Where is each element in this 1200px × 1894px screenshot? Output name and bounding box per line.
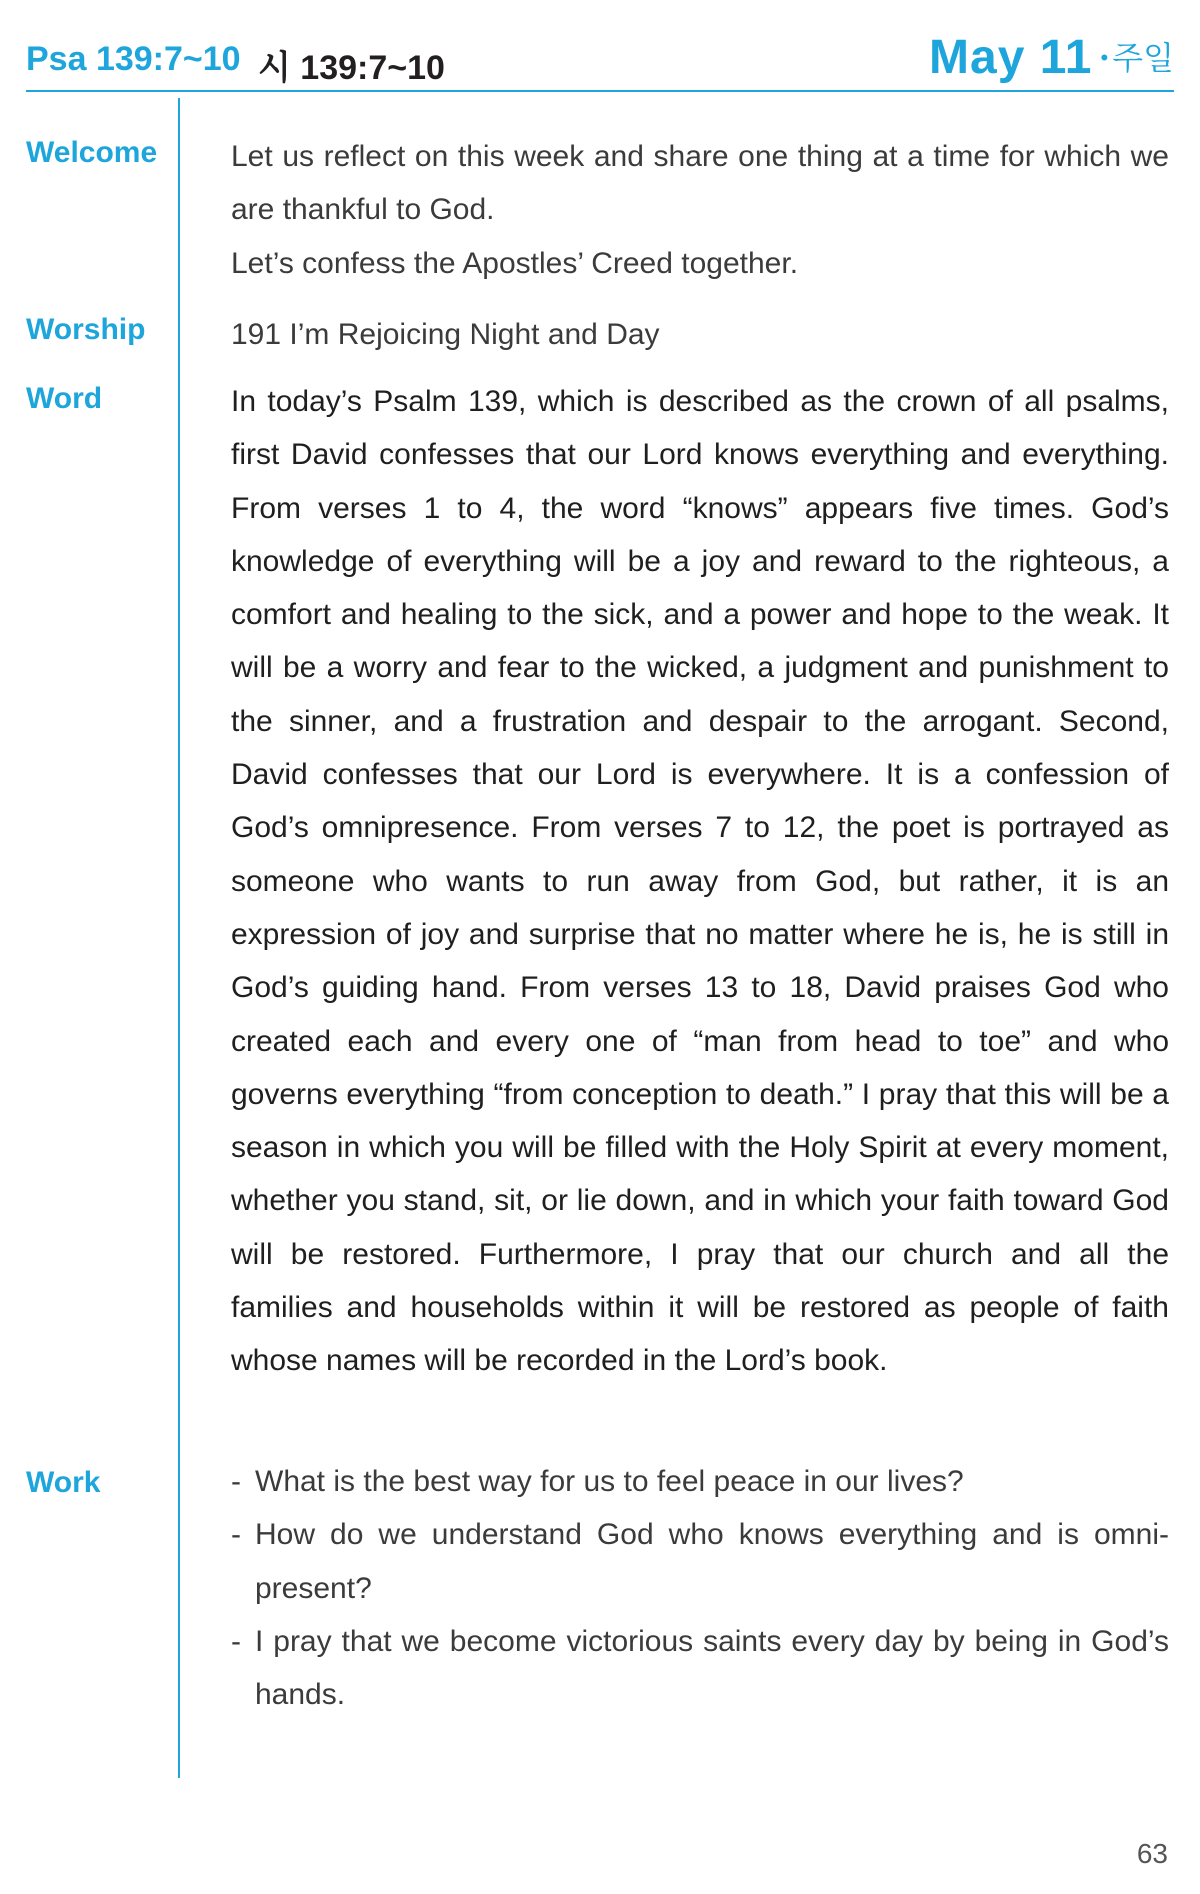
page-header <box>26 30 1174 90</box>
page-number: 63 <box>1136 1838 1168 1869</box>
dash-bullet: - <box>231 1518 241 1552</box>
date-block <box>929 30 1174 85</box>
dash-bullet: - <box>231 1465 241 1498</box>
work-item-text: How do we understand God who knows everything and is omnipresent? <box>255 1518 1169 1605</box>
header-rule <box>26 90 1174 92</box>
day-of-week: 주일 <box>1112 40 1174 76</box>
work-label: Work <box>26 1466 101 1499</box>
welcome-line-1: Let us reflect on this week and share one thing at a time for which we are thankful to God. <box>231 140 1169 227</box>
dash-bullet: - <box>231 1624 241 1658</box>
word-label: Word <box>26 382 103 415</box>
welcome-line-2: Let’s confess the Apostles’ Creed together. <box>231 246 799 280</box>
work-item <box>231 1615 1169 1722</box>
welcome-content <box>231 130 1169 290</box>
scripture-reference-english: Psa 139:7~10 <box>26 40 241 78</box>
worship-label: Worship <box>26 313 146 346</box>
worship-hymn: 191 I’m Rejoicing Night and Day <box>231 318 660 351</box>
work-item <box>231 1455 1169 1508</box>
word-content <box>231 375 1169 1388</box>
welcome-label: Welcome <box>26 136 158 169</box>
work-list <box>231 1455 1169 1721</box>
work-item-text: I pray that we become victorious saints every day by being in God’s hands. <box>255 1624 1169 1712</box>
word-paragraph: In today’s Psalm 139, which is described as the crown of all psalms, first David confesses that our Lord knows everything and everything. From verses 1 to 4, the word “knows” appears five times. God’s knowledge of everything will be a joy and reward to the righteous, a comfort and healing to the sick, and a power and hope to the weak. It will be a worry and fear to the wicked, a judgment and punishment to the sinner, and a frustration and despair to the arrogant. Second, David confesses that our Lord is everywhere. It is a confession of God’s omnipresence. From verses 7 to 12, the poet is portrayed as someone who wants to run away from God, but rather, it is an expression of joy and surprise that no matter where he is, he is still in God’s guiding hand. From verses 13 to 18, David praises God who created each and every one of “man from head to toe” and who governs everything “from conception to death.” I pray that this will be a season in which you will be filled with the Holy Spirit at every moment, whether you stand, sit, or lie down, and in which your faith toward God will be restored. Furthermore, I pray that our church and all the families and households within it will be restored as people of faith whose names will be recorded in the Lord’s book. <box>231 385 1169 1378</box>
work-item <box>231 1508 1169 1615</box>
date: May 11 <box>929 31 1093 84</box>
work-item-text: What is the best way for us to feel peace in our lives? <box>255 1465 964 1498</box>
scripture-reference-korean: 시 139:7~10 <box>258 49 445 87</box>
bullet-dot: • <box>1100 45 1109 70</box>
column-divider <box>178 98 180 1778</box>
